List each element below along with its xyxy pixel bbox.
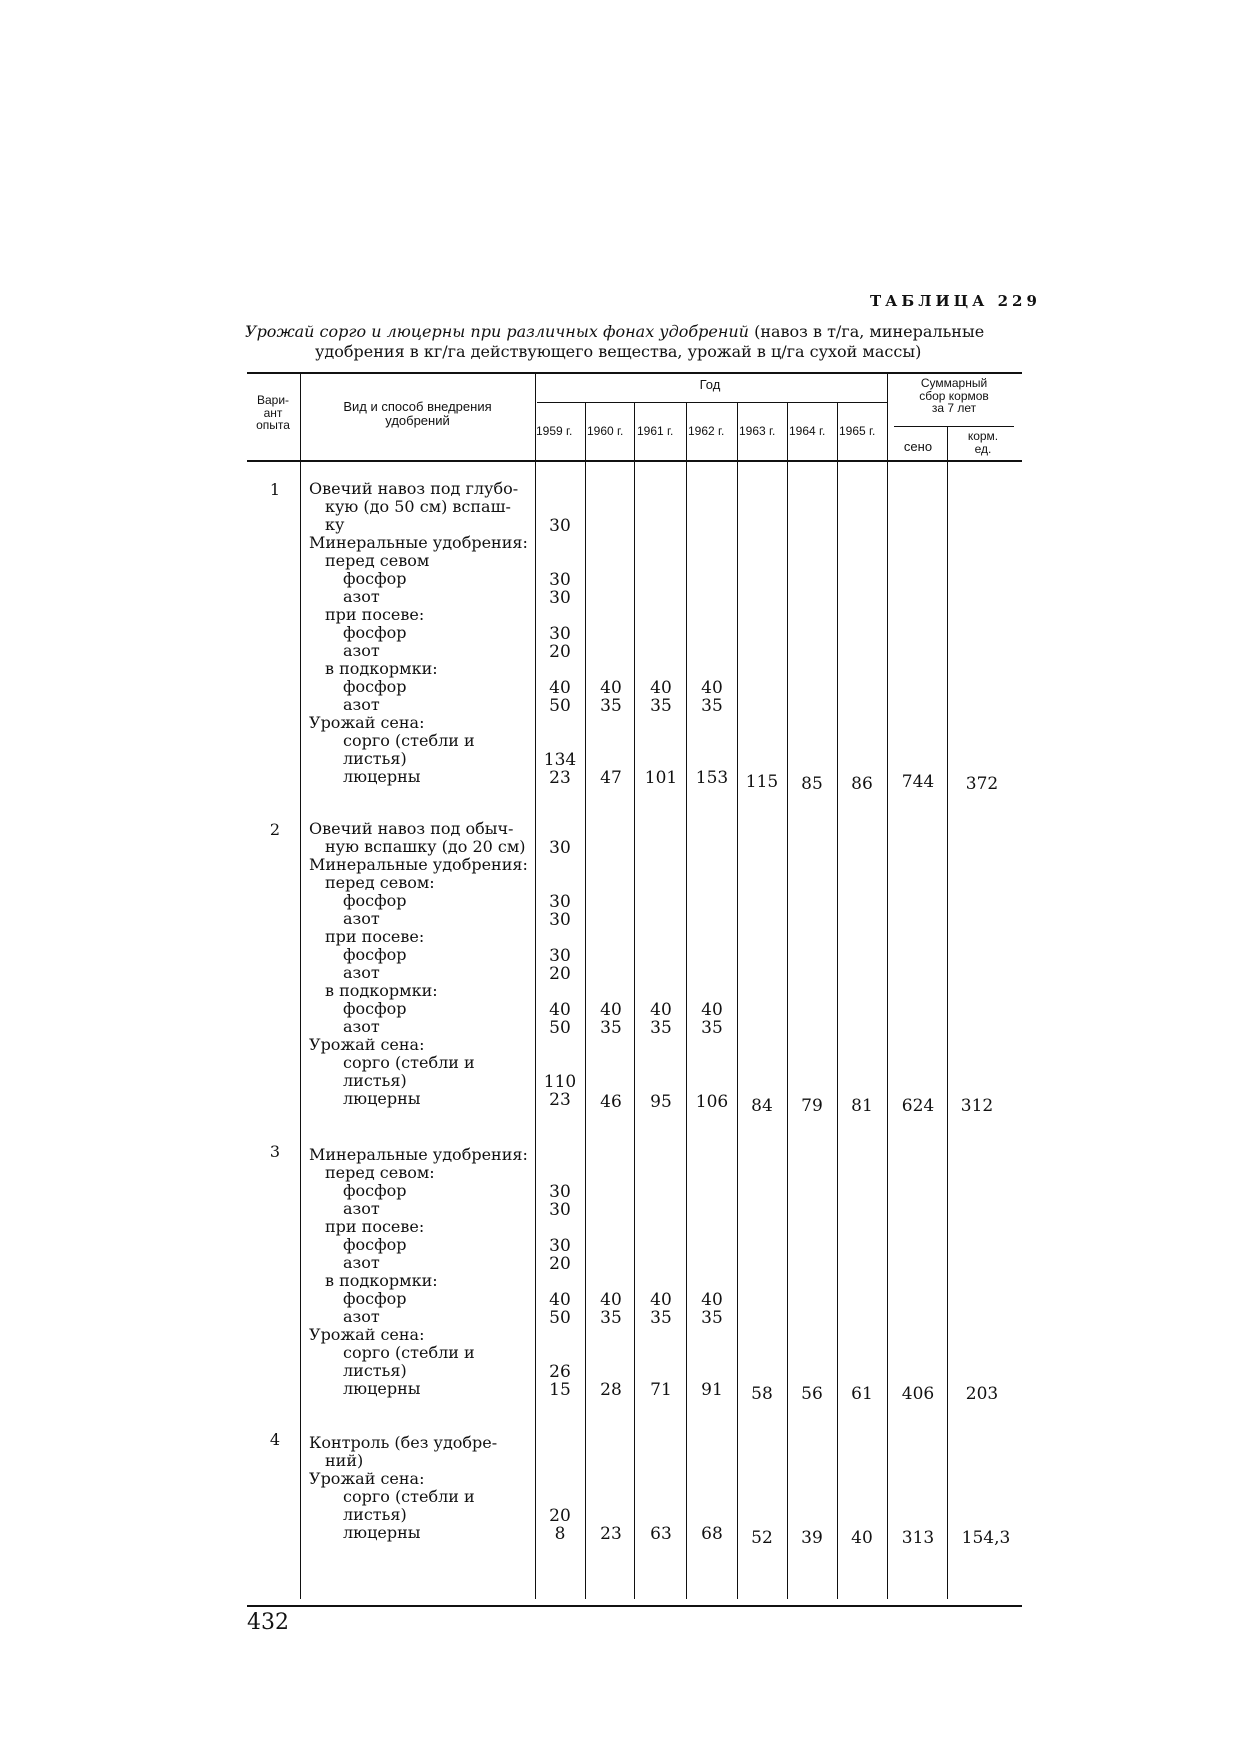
cell-1959: 20 — [549, 642, 571, 662]
vrule-1964 — [837, 402, 838, 1599]
header-year-group: Год — [699, 377, 721, 392]
cell-1960: 35 — [600, 1018, 622, 1038]
vrule-1963 — [787, 402, 788, 1599]
cell-feed-units: 203 — [965, 1384, 999, 1404]
header-feed-units: корм. ед. — [967, 429, 999, 456]
cell-1959: 20 — [549, 964, 571, 984]
cell-1962: 40 — [701, 1290, 723, 1310]
table-label: ТАБЛИЦА 229 — [870, 292, 1041, 310]
cell-1959: 50 — [549, 1308, 571, 1328]
cell-1959: 30 — [549, 946, 571, 966]
cell-1959: 30 — [549, 1236, 571, 1256]
cell-hay: 624 — [901, 1096, 935, 1116]
cell-1959: 15 — [549, 1380, 571, 1400]
cell-1959: 30 — [549, 516, 571, 536]
cell-1959: 110 — [543, 1072, 577, 1092]
variant-number: 1 — [269, 480, 281, 499]
table-title-line2: удобрения в кг/га действующего вещества, урожай в ц/га сухой массы) — [315, 342, 922, 361]
vrule-method — [535, 374, 536, 1599]
cell-1959: 20 — [549, 1254, 571, 1274]
page-number: 432 — [247, 1610, 289, 1635]
header-hay: сено — [903, 439, 933, 454]
table-bottom-rule — [247, 1605, 1022, 1607]
vrule-1962 — [737, 402, 738, 1599]
year-group-rule — [537, 402, 887, 403]
variant-number: 4 — [269, 1430, 281, 1449]
cell-1960: 28 — [600, 1380, 622, 1400]
cell-1964: 56 — [801, 1384, 823, 1404]
cell-1959: 23 — [549, 768, 571, 788]
cell-1965: 86 — [851, 774, 873, 794]
cell-1959: 20 — [549, 1506, 571, 1526]
cell-1960: 40 — [600, 678, 622, 698]
variant-description: Овечий навоз под обыч- ную вспашку (до 20 см) Минеральные удобрения: перед севом: фосфор азот при посеве: фосфор азот в подкормки: фосфор азот Урожай сена: сорго (стебли и листья) люцерны — [309, 819, 528, 1108]
header-year-1962: 1962 г. — [688, 424, 725, 438]
vrule-1960 — [634, 402, 635, 1599]
cell-1963: 84 — [751, 1096, 773, 1116]
cell-feed-units: 372 — [965, 774, 999, 794]
cell-1960: 23 — [600, 1524, 622, 1544]
table-top-rule — [247, 372, 1022, 374]
cell-1960: 47 — [600, 768, 622, 788]
cell-1959: 30 — [549, 892, 571, 912]
vrule-1961 — [686, 402, 687, 1599]
vrule-hay — [947, 426, 948, 1599]
cell-1959: 40 — [549, 678, 571, 698]
cell-1959: 30 — [549, 838, 571, 858]
cell-1959: 30 — [549, 910, 571, 930]
cell-1962: 35 — [701, 1308, 723, 1328]
table-title-italic: Урожай сорго и люцерны при различных фонах удобрений — [245, 322, 749, 341]
cell-1961: 71 — [650, 1380, 672, 1400]
cell-1961: 35 — [650, 1308, 672, 1328]
cell-1959: 30 — [549, 588, 571, 608]
cell-1959: 50 — [549, 696, 571, 716]
cell-feed-units: 312 — [960, 1096, 994, 1116]
table-title-rest: (навоз в т/га, минеральные — [754, 322, 985, 341]
header-year-1963: 1963 г. — [739, 424, 776, 438]
cell-1965: 61 — [851, 1384, 873, 1404]
cell-1962: 40 — [701, 1000, 723, 1020]
cell-1962: 35 — [701, 696, 723, 716]
variant-description: Контроль (без удобре- ний) Урожай сена: сорго (стебли и листья) люцерны — [309, 1433, 498, 1542]
cell-1961: 63 — [650, 1524, 672, 1544]
cell-1962: 35 — [701, 1018, 723, 1038]
header-method: Вид и способ внедрения удобрений — [343, 399, 492, 428]
cell-1959: 30 — [549, 1200, 571, 1220]
header-year-1965: 1965 г. — [839, 424, 876, 438]
cell-1963: 58 — [751, 1384, 773, 1404]
cell-1959: 50 — [549, 1018, 571, 1038]
cell-1960: 46 — [600, 1092, 622, 1112]
cell-1961: 35 — [650, 696, 672, 716]
cell-1964: 79 — [801, 1096, 823, 1116]
vrule-1965 — [887, 374, 888, 1599]
cell-1962: 153 — [695, 768, 729, 788]
cell-1965: 40 — [851, 1528, 873, 1548]
cell-hay: 313 — [901, 1528, 935, 1548]
cell-1962: 106 — [695, 1092, 729, 1112]
variant-number: 3 — [269, 1142, 281, 1161]
cell-1959: 40 — [549, 1000, 571, 1020]
vrule-1959 — [585, 402, 586, 1599]
cell-feed-units: 154,3 — [961, 1528, 1011, 1548]
cell-1961: 95 — [650, 1092, 672, 1112]
cell-1959: 30 — [549, 1182, 571, 1202]
variant-description: Минеральные удобрения: перед севом: фосфор азот при посеве: фосфор азот в подкормки: фосфор азот Урожай сена: сорго (стебли и листья) люцерны — [309, 1145, 528, 1398]
cell-1960: 40 — [600, 1000, 622, 1020]
cell-1962: 91 — [701, 1380, 723, 1400]
cell-1959: 26 — [549, 1362, 571, 1382]
cell-1961: 40 — [650, 1000, 672, 1020]
cell-1964: 85 — [801, 774, 823, 794]
cell-1962: 68 — [701, 1524, 723, 1544]
cell-1965: 81 — [851, 1096, 873, 1116]
cell-1962: 40 — [701, 678, 723, 698]
cell-1963: 115 — [745, 772, 779, 792]
cell-1959: 30 — [549, 570, 571, 590]
cell-1959: 30 — [549, 624, 571, 644]
cell-1964: 39 — [801, 1528, 823, 1548]
cell-1961: 35 — [650, 1018, 672, 1038]
cell-hay: 406 — [901, 1384, 935, 1404]
header-year-1964: 1964 г. — [789, 424, 826, 438]
vrule-variant — [300, 374, 301, 1599]
cell-1961: 40 — [650, 1290, 672, 1310]
cell-1961: 40 — [650, 678, 672, 698]
variant-description: Овечий навоз под глубо- кую (до 50 см) вспаш- ку Минеральные удобрения: перед севом фосфор азот при посеве: фосфор азот в подкормки: фосфор азот Урожай сена: сорго (стебли и листья) люцерны — [309, 479, 528, 786]
cell-1960: 40 — [600, 1290, 622, 1310]
header-year-1959: 1959 г. — [536, 424, 573, 438]
header-year-1960: 1960 г. — [587, 424, 624, 438]
cell-1960: 35 — [600, 1308, 622, 1328]
cell-1959: 40 — [549, 1290, 571, 1310]
header-summary: Суммарный сбор кормов за 7 лет — [919, 376, 989, 416]
cell-1959: 8 — [554, 1524, 566, 1544]
header-variant: Вари- ант опыта — [256, 393, 290, 433]
summary-group-rule — [894, 426, 1014, 427]
cell-1963: 52 — [751, 1528, 773, 1548]
cell-1959: 23 — [549, 1090, 571, 1110]
header-year-1961: 1961 г. — [637, 424, 674, 438]
cell-1959: 134 — [543, 750, 577, 770]
table-title-line1 — [245, 322, 1025, 341]
cell-hay: 744 — [901, 772, 935, 792]
cell-1960: 35 — [600, 696, 622, 716]
cell-1961: 101 — [644, 768, 678, 788]
variant-number: 2 — [269, 820, 281, 839]
